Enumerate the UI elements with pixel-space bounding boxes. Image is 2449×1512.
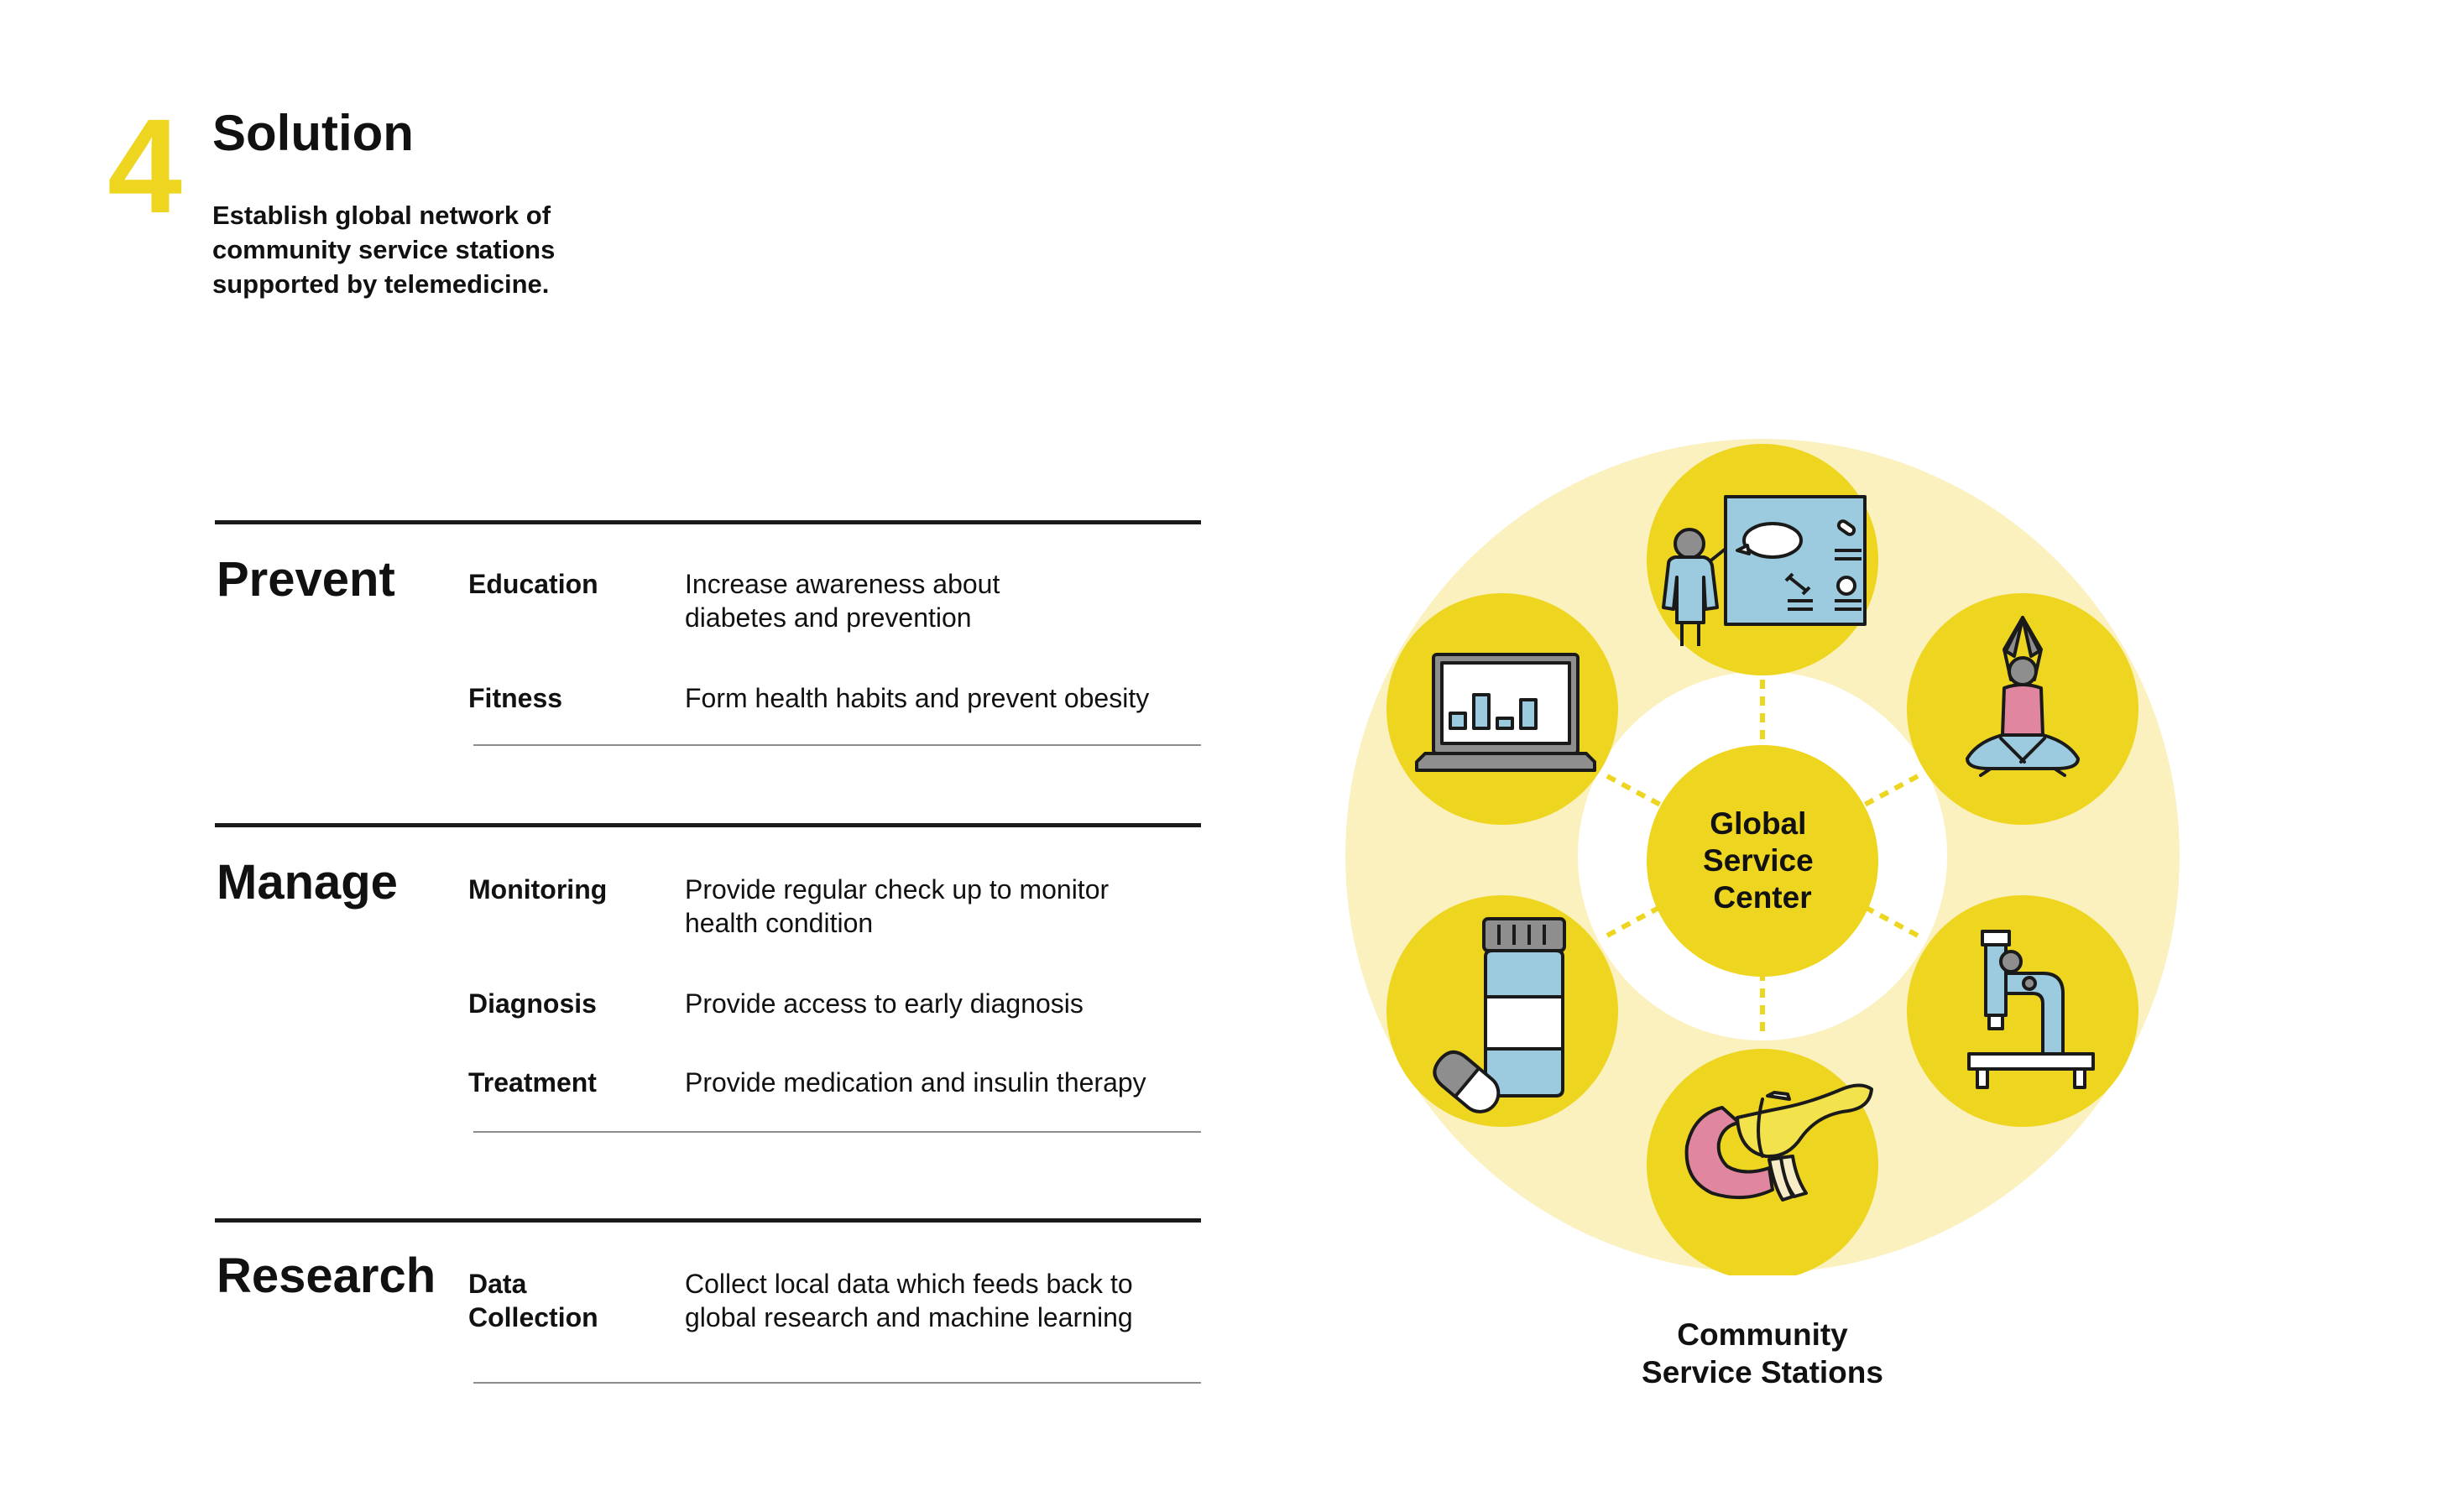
category-name: Prevent bbox=[217, 552, 395, 607]
network-diagram bbox=[1343, 436, 2182, 1275]
station-bottom bbox=[1647, 1049, 1878, 1275]
station-top bbox=[1647, 444, 1878, 675]
block-end-rule bbox=[473, 744, 1201, 746]
laptop-chart-icon bbox=[1417, 654, 1595, 770]
item-name: Data Collection bbox=[468, 1269, 598, 1332]
category-rule bbox=[215, 1218, 1201, 1223]
page-subtitle: Establish global network of community service stations supported by telemedicine. bbox=[212, 201, 556, 299]
category-prevent bbox=[215, 520, 1201, 755]
item-description: Provide regular check up to monitor health condition bbox=[685, 874, 1110, 938]
item-description: Collect local data which feeds back to global research and machine learning bbox=[685, 1269, 1133, 1332]
station-lower-left bbox=[1386, 895, 1618, 1127]
block-end-rule bbox=[473, 1382, 1201, 1384]
category-name: Research bbox=[217, 1249, 436, 1303]
center-label-line: Global bbox=[1710, 806, 1807, 841]
item-name: Monitoring bbox=[468, 874, 608, 905]
station-upper-right bbox=[1907, 593, 2138, 825]
page-title: Solution bbox=[212, 105, 414, 161]
center-label-line: Center bbox=[1713, 880, 1812, 915]
item-name: Education bbox=[468, 569, 598, 599]
item-description: Provide access to early diagnosis bbox=[685, 988, 1084, 1019]
center-label-line: Service bbox=[1703, 843, 1814, 878]
section-number: 4 bbox=[107, 91, 179, 241]
item-description: Provide medication and insulin therapy bbox=[685, 1067, 1146, 1098]
item-name: Treatment bbox=[468, 1067, 597, 1098]
item-name: Diagnosis bbox=[468, 988, 597, 1019]
category-manage bbox=[215, 823, 1201, 1142]
category-rule bbox=[215, 520, 1201, 524]
item-name: Fitness bbox=[468, 683, 563, 713]
item-description: Increase awareness about diabetes and prevention bbox=[685, 569, 1000, 633]
diagram-caption: Community Service Stations bbox=[1642, 1317, 1883, 1389]
center-label bbox=[1703, 806, 1822, 915]
station-lower-right bbox=[1907, 895, 2138, 1127]
category-name: Manage bbox=[217, 855, 398, 910]
item-description: Form health habits and prevent obesity bbox=[685, 683, 1150, 713]
category-rule bbox=[215, 823, 1201, 827]
category-research bbox=[215, 1218, 1201, 1395]
block-end-rule bbox=[473, 1131, 1201, 1133]
station-upper-left bbox=[1386, 593, 1618, 825]
